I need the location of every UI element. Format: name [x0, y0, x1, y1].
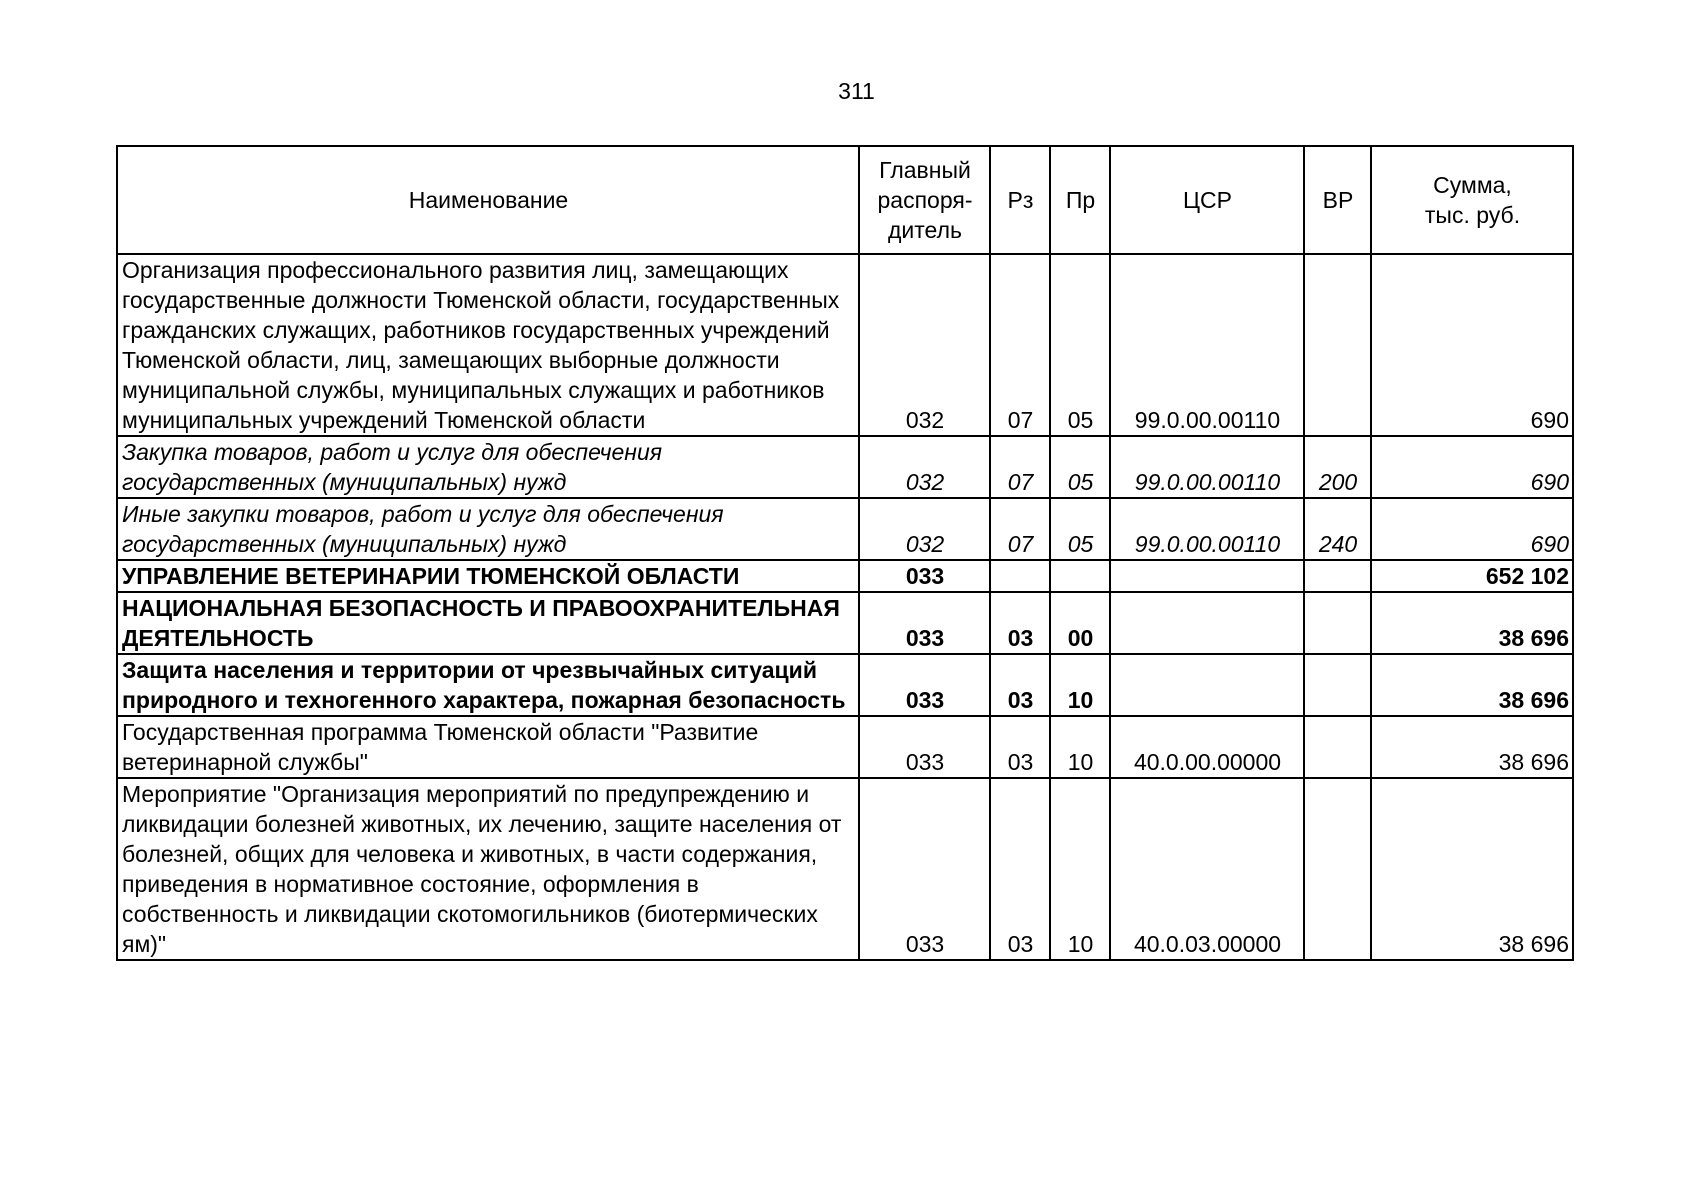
header-csr: ЦСР — [1110, 146, 1304, 254]
header-sum — [1371, 146, 1573, 254]
cell-vr — [1304, 778, 1371, 960]
cell-manager: 032 — [859, 498, 990, 560]
cell-csr — [1110, 560, 1304, 592]
header-pr: Пр — [1050, 146, 1110, 254]
cell-rz: 07 — [990, 254, 1050, 436]
cell-rz: 03 — [990, 716, 1050, 778]
cell-vr — [1304, 560, 1371, 592]
cell-manager: 033 — [859, 560, 990, 592]
cell-vr — [1304, 654, 1371, 716]
cell-sum: 38 696 — [1371, 716, 1573, 778]
table-row — [117, 254, 1573, 436]
header-sum-line: тыс. руб. — [1424, 202, 1521, 228]
cell-vr — [1304, 592, 1371, 654]
cell-sum: 690 — [1371, 254, 1573, 436]
table-row — [117, 778, 1573, 960]
cell-rz — [990, 560, 1050, 592]
header-name: Наименование — [117, 146, 859, 254]
cell-manager: 033 — [859, 716, 990, 778]
header-manager — [859, 146, 990, 254]
cell-pr: 10 — [1050, 654, 1110, 716]
cell-name: Закупка товаров, работ и услуг для обеспечения государственных (муниципальных) нужд — [117, 436, 859, 498]
cell-name: Иные закупки товаров, работ и услуг для обеспечения государственных (муниципальных) нужд — [117, 498, 859, 560]
cell-rz: 03 — [990, 778, 1050, 960]
cell-manager: 032 — [859, 436, 990, 498]
cell-rz: 07 — [990, 498, 1050, 560]
cell-vr: 200 — [1304, 436, 1371, 498]
table-header-row — [117, 146, 1573, 254]
cell-name: НАЦИОНАЛЬНАЯ БЕЗОПАСНОСТЬ И ПРАВООХРАНИТЕЛЬНАЯ ДЕЯТЕЛЬНОСТЬ — [117, 592, 859, 654]
header-manager-line: распоря- — [877, 187, 973, 213]
cell-sum: 690 — [1371, 436, 1573, 498]
table-row — [117, 436, 1573, 498]
table-body — [117, 254, 1573, 960]
cell-vr: 240 — [1304, 498, 1371, 560]
table-row — [117, 716, 1573, 778]
cell-name: Мероприятие "Организация мероприятий по предупреждению и ликвидации болезней животных, их лечению, защите населения от болезней, общих для человека и животных, в части содержания, приведения в нормативное состояние, оформления в собственность и ликвидации скотомогильников (биотермических ям)" — [117, 778, 859, 960]
header-manager-line: Главный — [879, 157, 971, 183]
table-row — [117, 592, 1573, 654]
cell-pr: 05 — [1050, 436, 1110, 498]
cell-name: Организация профессионального развития лиц, замещающих государственные должности Тюменской области, государственных гражданских служащих, работников государственных учреждений Тюменской области, лиц, замещающих выборные должности муниципальной службы, муниципальных служащих и работников муниципальных учреждений Тюменской области — [117, 254, 859, 436]
header-rz: Рз — [990, 146, 1050, 254]
cell-csr: 99.0.00.00110 — [1110, 498, 1304, 560]
table-row — [117, 498, 1573, 560]
cell-name: Защита населения и территории от чрезвычайных ситуаций природного и техногенного характера, пожарная безопасность — [117, 654, 859, 716]
table-row — [117, 560, 1573, 592]
cell-sum: 38 696 — [1371, 654, 1573, 716]
cell-name: УПРАВЛЕНИЕ ВЕТЕРИНАРИИ ТЮМЕНСКОЙ ОБЛАСТИ — [117, 560, 859, 592]
cell-csr: 40.0.03.00000 — [1110, 778, 1304, 960]
cell-sum: 652 102 — [1371, 560, 1573, 592]
cell-sum: 690 — [1371, 498, 1573, 560]
table-row — [117, 654, 1573, 716]
cell-rz: 07 — [990, 436, 1050, 498]
header-manager-line: дитель — [888, 217, 962, 243]
cell-vr — [1304, 254, 1371, 436]
cell-manager: 033 — [859, 778, 990, 960]
cell-csr: 99.0.00.00110 — [1110, 254, 1304, 436]
cell-pr: 05 — [1050, 254, 1110, 436]
cell-manager: 033 — [859, 592, 990, 654]
cell-csr: 99.0.00.00110 — [1110, 436, 1304, 498]
cell-manager: 032 — [859, 254, 990, 436]
cell-sum: 38 696 — [1371, 592, 1573, 654]
header-vr: ВР — [1304, 146, 1371, 254]
cell-manager: 033 — [859, 654, 990, 716]
budget-table — [116, 145, 1574, 961]
cell-name: Государственная программа Тюменской области "Развитие ветеринарной службы" — [117, 716, 859, 778]
cell-csr — [1110, 654, 1304, 716]
cell-csr: 40.0.00.00000 — [1110, 716, 1304, 778]
cell-pr — [1050, 560, 1110, 592]
header-sum-line: Сумма, — [1433, 172, 1512, 198]
cell-sum: 38 696 — [1371, 778, 1573, 960]
cell-pr: 00 — [1050, 592, 1110, 654]
cell-pr: 10 — [1050, 716, 1110, 778]
cell-rz: 03 — [990, 592, 1050, 654]
cell-rz: 03 — [990, 654, 1050, 716]
cell-vr — [1304, 716, 1371, 778]
cell-csr — [1110, 592, 1304, 654]
page-number: 311 — [838, 78, 875, 104]
cell-pr: 10 — [1050, 778, 1110, 960]
cell-pr: 05 — [1050, 498, 1110, 560]
